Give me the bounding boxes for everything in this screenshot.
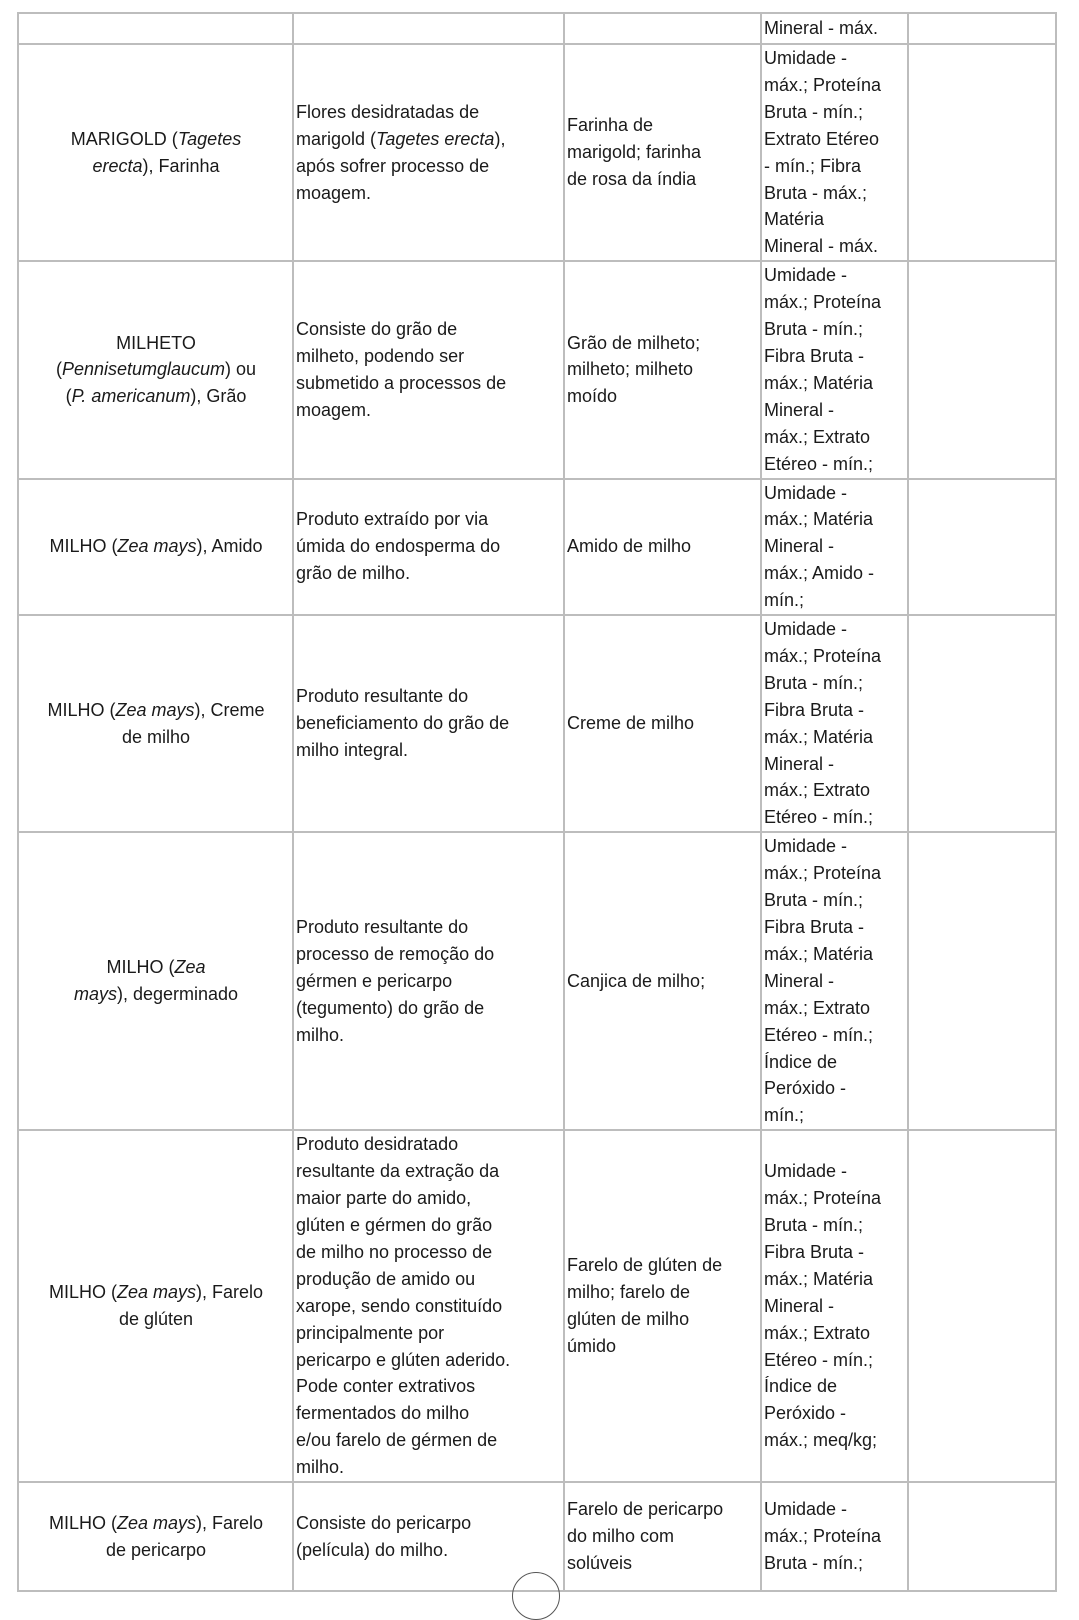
table-row [18,1130,1056,1482]
text-segment: após sofrer processo de [296,155,490,176]
cell-line: máx.; Proteína [764,645,882,666]
text-segment: grão de milho. [296,563,411,584]
cell-line [296,941,562,968]
text-segment: resultante da extração da [296,1161,500,1182]
cell-line: Etéreo - mín.; [764,807,874,828]
cell-line: milho; farelo de [567,1282,691,1303]
table-row [18,479,1056,616]
cell-line: Mineral - máx. [764,18,879,39]
italic-text: Pennisetumglaucum [61,359,226,380]
cell-line [296,1239,562,1266]
ingredient-name-cell [18,1482,293,1591]
italic-text: Tagetes [177,128,242,149]
text-segment: processo de remoção do [296,943,495,964]
italic-text: Zea mays [117,536,197,557]
cell-line [296,560,562,587]
cell-line [296,1400,562,1427]
cell-line [296,1373,562,1400]
cell-line [296,1510,562,1537]
empty-cell [908,1130,1056,1482]
cell-line [21,724,291,751]
cell-line [296,1185,562,1212]
ingredient-name-cell [18,479,293,616]
cell-line [296,1266,562,1293]
ingredients-table [17,12,1057,1592]
table-row [18,615,1056,832]
text-segment: produção de amido ou [296,1268,476,1289]
cell-line: máx.; Extrato [764,426,871,447]
cell-line: máx.; Matéria [764,943,874,964]
text-segment: maior parte do amido, [296,1188,472,1209]
text-segment: ), Amido [196,536,263,557]
text-segment: Flores desidratadas de [296,101,480,122]
text-segment: fermentados do milho [296,1403,470,1424]
text-segment: milheto, podendo ser [296,345,465,366]
text-segment: ), Grão [190,386,247,407]
text-segment: MILHO ( [106,957,175,978]
synonyms-cell [564,261,761,478]
cell-line [296,316,562,343]
text-segment: ) ou [225,359,257,380]
table-row [18,832,1056,1130]
text-segment: Produto resultante do [296,917,469,937]
description-cell [293,615,564,832]
cell-line: máx.; Proteína [764,74,882,95]
text-segment: glúten e gérmen do grão [296,1214,493,1235]
cell-line: máx.; Extrato [764,997,871,1018]
cell-line: Fibra Bruta - [764,917,865,937]
cell-line [296,153,562,180]
ingredient-name-cell [18,832,293,1130]
cell-line: Matéria [764,209,825,230]
cell-line [296,1347,562,1374]
requirements-cell [761,1482,908,1591]
text-segment: milho. [296,1457,345,1478]
cell-line: Amido de milho [567,536,692,557]
cell-line: máx.; Proteína [764,1526,882,1547]
cell-line: Bruta - mín.; [764,1214,864,1235]
cell-line [21,153,291,180]
text-segment: MILHO ( [47,699,116,720]
requirements-cell [761,615,908,832]
cell-line: Bruta - mín.; [764,672,864,693]
empty-cell [908,261,1056,478]
cell-line: Extrato Etéreo [764,128,880,149]
cell-line [296,1537,562,1564]
cell-line: Mineral - máx. [764,236,879,257]
cell-line [296,343,562,370]
cell-line: Bruta - máx.; [764,182,868,203]
cell-line [21,981,291,1008]
empty-cell [908,615,1056,832]
cell-line [296,1022,562,1049]
italic-text: Zea mays [115,699,195,720]
cell-line: Bruta - mín.; [764,319,864,340]
cell-line: máx.; Proteína [764,1188,882,1209]
text-segment: ), Farelo [196,1512,264,1533]
cell-line [21,356,291,383]
italic-text: erecta [92,155,143,176]
italic-text: Tagetes erecta [376,128,495,149]
cell-line: Umidade - [764,482,848,503]
text-segment: de milho no processo de [296,1241,493,1262]
text-segment: de milho [121,726,191,747]
cell-line: Etéreo - mín.; [764,453,874,474]
cell-line: glúten de milho [567,1309,690,1330]
text-segment: milho. [296,1024,345,1045]
cell-line [21,533,291,560]
text-segment: úmida do endosperma do [296,536,501,557]
cell-line [296,1293,562,1320]
description-cell [293,261,564,478]
description-cell [293,479,564,616]
table-body [18,13,1056,1591]
cell-line: Creme de milho [567,713,695,734]
cell-line: Mineral - [764,536,835,557]
cell-line [296,737,562,764]
cell-line [296,1320,562,1347]
cell-line: máx.; Matéria [764,509,874,530]
cell-line: Farelo de pericarpo [567,1499,724,1520]
cell-line: Bruta - mín.; [764,890,864,911]
cell-line: Umidade - [764,836,848,857]
text-segment: ), degerminado [116,984,239,1005]
cell-line: máx.; Matéria [764,1268,874,1289]
table-row [18,261,1056,478]
italic-text: mays [73,984,117,1005]
cell-line: de rosa da índia [567,169,697,190]
text-segment: Consiste do grão de [296,319,458,340]
text-segment: MILHO ( [48,1282,117,1303]
cell-line: Bruta - mín.; [764,1552,864,1573]
cell-line [296,914,562,941]
synonyms-cell [564,832,761,1130]
text-segment: MILHO ( [48,1512,117,1533]
text-segment: ), [494,128,506,149]
text-segment: MILHO ( [49,536,118,557]
cell-line: Mineral - [764,970,835,991]
description-cell [293,832,564,1130]
cell-line: Umidade - [764,1499,848,1520]
cell-line: Mineral - [764,1295,835,1316]
cell-line: máx.; Extrato [764,1322,871,1343]
text-segment: MARIGOLD ( [70,128,178,149]
synonyms-cell [564,1130,761,1482]
text-segment: ( [65,386,72,407]
cell-line [296,1454,562,1481]
text-segment: Consiste do pericarpo [296,1512,472,1533]
ingredient-name-cell [18,261,293,478]
empty-cell [908,13,1056,44]
cell-line [21,1279,291,1306]
cell-line [296,99,562,126]
table-row [18,13,1056,44]
cell-line: Mineral - [764,753,835,774]
cell-line [296,968,562,995]
cell-line [296,370,562,397]
text-segment: principalmente por [296,1322,445,1343]
cell-line [296,533,562,560]
text-segment: beneficiamento do grão de [296,713,510,734]
text-segment: MILHETO [116,332,196,353]
cell-line: Índice de [764,1051,838,1072]
empty-cell [908,832,1056,1130]
text-segment: Pode conter extrativos [296,1376,476,1397]
cell-line: milheto; milheto [567,359,694,380]
synonyms-cell [564,1482,761,1591]
text-segment: Produto resultante do [296,686,469,707]
text-segment: (película) do milho. [296,1539,449,1560]
description-cell [293,1130,564,1482]
cell-line: Farelo de glúten de [567,1255,723,1276]
cell-line: máx.; Proteína [764,292,882,313]
cell-line: úmido [567,1336,617,1357]
cell-line [296,180,562,207]
page-number-circle [512,1572,560,1620]
italic-text: Zea [174,957,206,978]
cell-line: máx.; meq/kg; [764,1430,878,1451]
cell-line: solúveis [567,1552,633,1573]
cell-line [21,330,291,357]
cell-line [21,1306,291,1333]
ingredient-name-cell [18,1130,293,1482]
cell-line: mín.; [764,1105,805,1126]
text-segment: pericarpo e glúten aderido. [296,1349,511,1370]
requirements-cell [761,44,908,261]
text-segment: moagem. [296,399,372,420]
cell-line: máx.; Extrato [764,780,871,801]
cell-line [296,397,562,424]
text-segment: de glúten [118,1309,194,1330]
text-segment: xarope, sendo constituído [296,1295,503,1316]
requirements-cell [761,1130,908,1482]
ingredient-name-cell [18,615,293,832]
text-segment: ), Farelo [196,1282,264,1303]
cell-line: Etéreo - mín.; [764,1349,874,1370]
cell-line [296,710,562,737]
text-segment: (tegumento) do grão de [296,997,485,1018]
text-segment: Produto desidratado [296,1134,459,1155]
cell-line: mín.; [764,590,805,611]
table-row [18,44,1056,261]
cell-line [296,1212,562,1239]
requirements-cell [761,832,908,1130]
empty-cell [908,44,1056,261]
text-segment: de pericarpo [105,1539,207,1560]
cell-line: Grão de milheto; [567,332,701,353]
empty-cell [908,1482,1056,1591]
text-segment: ), Farinha [142,155,220,176]
cell-line [296,1158,562,1185]
cell-line: Fibra Bruta - [764,345,865,366]
cell-line: Peróxido - [764,1403,847,1424]
cell-line: Farinha de [567,115,654,136]
cell-line [296,995,562,1022]
cell-line: Canjica de milho; [567,970,706,991]
text-segment: milho integral. [296,740,409,761]
synonyms-cell [564,13,761,44]
cell-line [21,126,291,153]
requirements-cell [761,261,908,478]
cell-line: Fibra Bruta - [764,699,865,720]
cell-line: máx.; Proteína [764,863,882,884]
text-segment: ), Creme [194,699,265,720]
cell-line: marigold; farinha [567,142,702,163]
cell-line: Umidade - [764,48,848,68]
cell-line [296,683,562,710]
requirements-cell [761,479,908,616]
italic-text: Zea mays [116,1282,196,1303]
cell-line [296,1427,562,1454]
cell-line [21,954,291,981]
cell-line: moído [567,386,618,407]
cell-line [21,1537,291,1564]
cell-line: máx.; Matéria [764,726,874,747]
text-segment: moagem. [296,182,372,203]
cell-line [296,506,562,533]
cell-line: máx.; Matéria [764,372,874,393]
cell-line: Mineral - [764,399,835,420]
cell-line: Bruta - mín.; [764,101,864,122]
synonyms-cell [564,479,761,616]
cell-line: Umidade - [764,1161,848,1182]
cell-line [21,697,291,724]
cell-line [21,383,291,410]
text-segment: gérmen e pericarpo [296,970,453,991]
synonyms-cell [564,615,761,832]
text-segment: ( [55,359,62,380]
cell-line: Etéreo - mín.; [764,1024,874,1045]
cell-line [21,1510,291,1537]
cell-line: Índice de [764,1376,838,1397]
ingredient-name-cell [18,44,293,261]
synonyms-cell [564,44,761,261]
description-cell [293,13,564,44]
cell-line [296,1131,562,1158]
cell-line: Umidade - [764,619,848,640]
requirements-cell [761,13,908,44]
italic-text: P. americanum [71,386,191,407]
cell-line: Peróxido - [764,1078,847,1099]
cell-line: do milho com [567,1526,675,1547]
cell-line: máx.; Amido - [764,563,875,584]
cell-line [296,126,562,153]
text-segment: e/ou farelo de gérmen de [296,1430,498,1451]
text-segment: submetido a processos de [296,372,507,393]
cell-line: Fibra Bruta - [764,1241,865,1262]
cell-line: Umidade - [764,265,848,286]
cell-line: - mín.; Fibra [764,155,862,176]
description-cell [293,44,564,261]
italic-text: Zea mays [116,1512,196,1533]
ingredient-name-cell [18,13,293,44]
text-segment: Produto extraído por via [296,509,489,530]
text-segment: marigold ( [296,128,377,149]
empty-cell [908,479,1056,616]
